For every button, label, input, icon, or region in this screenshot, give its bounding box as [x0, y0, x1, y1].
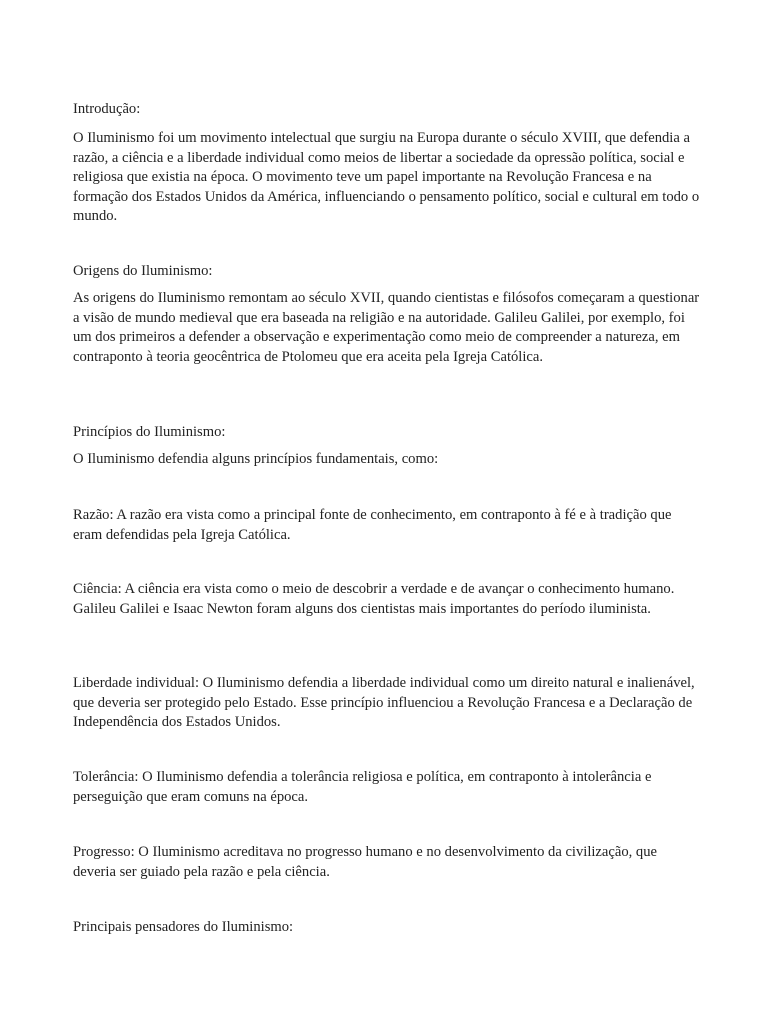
- thinkers-heading: Principais pensadores do Iluminismo:: [73, 919, 294, 935]
- principles-intro: O Iluminismo defendia alguns princípios fundamentais, como:: [73, 451, 439, 467]
- intro-heading: Introdução:: [73, 101, 141, 117]
- principle-progress: Progresso: O Iluminismo acreditava no progresso humano e no desenvolvimento da civilização, que deveria ser guiado pela razão e pela ciência.: [73, 844, 658, 880]
- intro-paragraph: O Iluminismo foi um movimento intelectual que surgiu na Europa durante o século XVIII, que defendia a razão, a ciência e a liberdade individual como meios de libertar a sociedade da opressão política, social e religiosa que existia na época. O movimento teve um papel importante na Revolução Francesa e na formação dos Estados Unidos da América, influenciando o pensamento político, social e cultural em todo o mundo.: [73, 130, 700, 225]
- principle-tolerance: Tolerância: O Iluminismo defendia a tolerância religiosa e política, em contraponto à intolerância e perseguição que eram comuns na época.: [73, 769, 652, 805]
- principle-science: Ciência: A ciência era vista como o meio de descobrir a verdade e de avançar o conhecimento humano. Galileu Galilei e Isaac Newton foram alguns dos cientistas mais importantes do período iluminista.: [73, 581, 675, 617]
- principle-reason: Razão: A razão era vista como a principal fonte de conhecimento, em contraponto à fé e à tradição que eram defendidas pela Igreja Católica.: [73, 507, 672, 543]
- principles-heading: Princípios do Iluminismo:: [73, 424, 226, 440]
- principle-individual-liberty: Liberdade individual: O Iluminismo defendia a liberdade individual como um direito natural e inalienável, que deveria ser protegido pelo Estado. Esse princípio influenciou a Revolução Francesa e a Declaração de Independência dos Estados Unidos.: [73, 675, 695, 731]
- origins-heading: Origens do Iluminismo:: [73, 263, 213, 279]
- origins-paragraph: As origens do Iluminismo remontam ao século XVII, quando cientistas e filósofos começaram a questionar a visão de mundo medieval que era baseada na religião e na autoridade. Galileu Galilei, por exemplo, foi um dos primeiros a defender a observação e experimentação como meio de compreender a natureza, em contraponto à teoria geocêntrica de Ptolomeu que era aceita pela Igreja Católica.: [73, 290, 700, 365]
